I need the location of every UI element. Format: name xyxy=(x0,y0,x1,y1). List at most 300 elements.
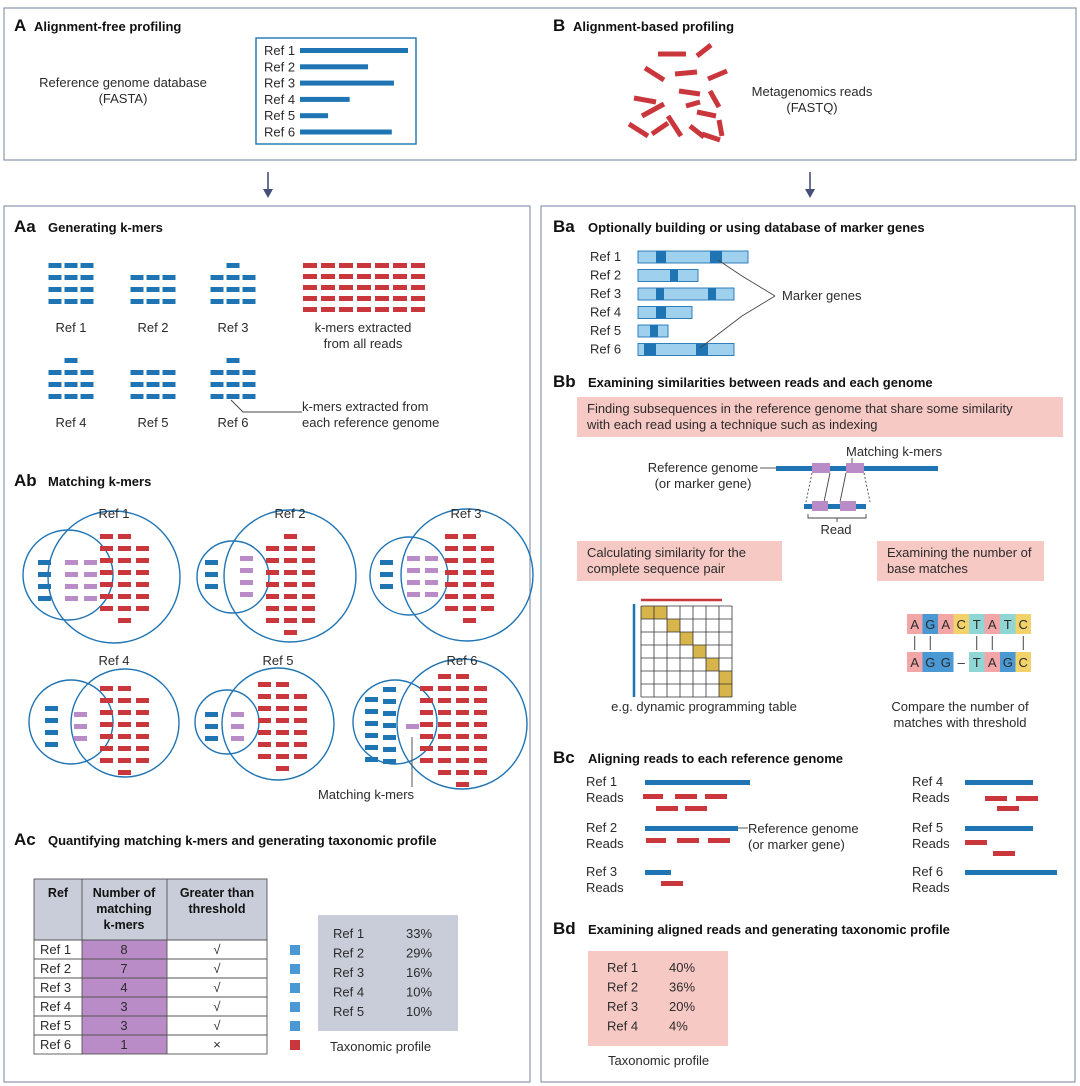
venn-ref2-purple-0-1 xyxy=(240,568,253,573)
right-panel-frame xyxy=(541,206,1075,1082)
venn-ref6-red-2-8 xyxy=(456,770,469,775)
aa-ref1-kmer-11 xyxy=(65,299,78,304)
venn-ref6-red-2-5 xyxy=(456,734,469,739)
aa-read-kmer-35 xyxy=(411,307,425,312)
ac-header-ref: Ref xyxy=(47,886,69,900)
bc-read-4-1 xyxy=(985,796,1007,801)
venn-ref1-red-0-0 xyxy=(100,534,113,539)
aa-ref5: Ref 5 xyxy=(137,415,169,430)
venn-ref5-red-2-4 xyxy=(294,742,307,747)
venn-ref1-red-2-1 xyxy=(136,558,149,563)
venn-ref4-red-2-0 xyxy=(136,698,149,703)
ac-marker-6 xyxy=(290,1040,300,1050)
venn-ref6-red-1-2 xyxy=(438,698,451,703)
ab-ref3: Ref 3 xyxy=(450,506,482,521)
bd-title: Examining aligned reads and generating taxonomic profile xyxy=(588,922,950,937)
venn-ref1-blue-0-0 xyxy=(38,560,51,565)
ac-row-pass-3: √ xyxy=(213,980,221,995)
venn-ref4-red-1-7 xyxy=(118,770,131,775)
ac-profile-ref-2: Ref 2 xyxy=(333,945,365,961)
bc-ref-bar-6 xyxy=(965,870,1057,875)
venn-ref6-red-1-7 xyxy=(438,758,451,763)
venn-ref3-red-2-3 xyxy=(481,582,494,587)
venn-ref1-purple-0-0 xyxy=(65,560,78,565)
aa-read-kmer-32 xyxy=(357,307,371,312)
ac-profile-ref-5: Ref 5 xyxy=(333,1004,365,1019)
venn-ref4-red-0-4 xyxy=(100,734,113,739)
bc-title: Aligning reads to each reference genome xyxy=(588,751,844,766)
venn-ref4-red-0-2 xyxy=(100,710,113,715)
aa-ref6-kmer-8 xyxy=(211,394,224,399)
ba-marker-2-1 xyxy=(670,270,678,282)
bb-title: Examining similarities between reads and each genome xyxy=(588,375,933,390)
venn-ref6-blue-1-2 xyxy=(383,711,396,716)
ac-header-thr-2: threshold xyxy=(188,902,246,916)
venn-ref3-red-0-2 xyxy=(445,558,458,563)
aa-ref2-kmer-2 xyxy=(147,275,160,280)
dp-path-cell-6 xyxy=(706,658,719,671)
bb-box2-line2: complete sequence pair xyxy=(587,561,726,576)
seq-top-base-2: G xyxy=(925,617,936,632)
venn-ref1-red-2-3 xyxy=(136,582,149,587)
aa-ref3-kmer-8 xyxy=(211,299,224,304)
bb-solid-2 xyxy=(840,473,846,502)
venn-ref6-blue-1-4 xyxy=(383,735,396,740)
venn-ref6-red-0-5 xyxy=(420,746,433,751)
venn-ref5-red-2-5 xyxy=(294,754,307,759)
venn-ref1-purple-1-1 xyxy=(84,572,97,577)
aa-ref2: Ref 2 xyxy=(137,320,169,335)
bb-kmer-read-1 xyxy=(812,501,828,511)
venn-ref6-red-3-5 xyxy=(474,746,487,751)
ac-profile-pct-1: 33% xyxy=(406,926,433,941)
label-A: A xyxy=(14,16,27,35)
venn-ref6-red-1-6 xyxy=(438,746,451,751)
ac-profile-ref-1: Ref 1 xyxy=(333,926,365,941)
aa-ref6-kmer-1 xyxy=(227,358,240,363)
venn-ref6-red-1-4 xyxy=(438,722,451,727)
aa-ref4-kmer-6 xyxy=(65,382,78,387)
venn-ref1-purple-0-1 xyxy=(65,572,78,577)
dp-table xyxy=(634,600,732,697)
venn-ref2-red-0-2 xyxy=(266,570,279,575)
venn-ref5-red-1-2 xyxy=(276,706,289,711)
venn-ref4-red-0-3 xyxy=(100,722,113,727)
venn-ref2-red-2-1 xyxy=(302,558,315,563)
bb-box3-line1: Examining the number of xyxy=(887,545,1032,560)
venn-ref5-red-2-1 xyxy=(294,706,307,711)
reads-format: (FASTQ) xyxy=(786,100,838,115)
read-17 xyxy=(686,102,700,106)
venn-ref4-blue-0-1 xyxy=(45,718,58,723)
bb-compare-2: matches with threshold xyxy=(893,715,1027,730)
aa-ref-caption-2: each reference genome xyxy=(302,415,440,430)
seq-bot-base-8: C xyxy=(1018,655,1028,670)
ba-gene-bar-2 xyxy=(638,270,698,282)
venn-ref5-red-1-6 xyxy=(276,754,289,759)
bd-profile-ref-4: Ref 4 xyxy=(607,1018,639,1034)
aa-read-kmer-2 xyxy=(321,263,335,268)
bc-read-1-3 xyxy=(705,794,727,799)
venn-ref3-purple-1-2 xyxy=(425,580,438,585)
read-3 xyxy=(675,72,697,74)
venn-ref6-blue-1-0 xyxy=(383,687,396,692)
ab-ref5: Ref 5 xyxy=(262,653,294,668)
venn-ref6-red-2-4 xyxy=(456,722,469,727)
ref-db-label-5: Ref 5 xyxy=(264,108,296,124)
ac-row-ref-6: Ref 6 xyxy=(40,1037,72,1052)
venn-ref1-red-0-2 xyxy=(100,558,113,563)
ac-row-count-4: 3 xyxy=(120,999,128,1014)
aa-ref3-kmer-2 xyxy=(211,275,224,280)
venn-ref4-blue-0-0 xyxy=(45,706,58,711)
aa-ref4-kmer-1 xyxy=(65,358,78,363)
venn-ref4-red-1-0 xyxy=(118,686,131,691)
dp-path-cell-4 xyxy=(680,632,693,645)
db-format: (FASTA) xyxy=(98,91,148,106)
bd-profile-pct-1: 40% xyxy=(669,960,696,975)
venn-ref1-purple-1-0 xyxy=(84,560,97,565)
aa-read-kmer-5 xyxy=(375,263,389,268)
venn-ref1-red-0-6 xyxy=(100,606,113,611)
venn-ref4-blue-0-3 xyxy=(45,742,58,747)
venn-ref1-red-1-0 xyxy=(118,534,131,539)
venn-ref3-red-1-1 xyxy=(463,546,476,551)
label-Aa: Aa xyxy=(14,217,36,236)
venn-ref3-blue-0-0 xyxy=(380,560,393,565)
seq-bot-base-1: A xyxy=(910,655,920,670)
aa-ref6-kmer-2 xyxy=(211,370,224,375)
venn-ref1-red-1-4 xyxy=(118,582,131,587)
venn-ref4-red-2-1 xyxy=(136,710,149,715)
venn-ref5-red-1-3 xyxy=(276,718,289,723)
venn-ref5-blue-0-1 xyxy=(205,724,218,729)
venn-ref2 xyxy=(197,510,356,642)
venn-ref6-red-2-9 xyxy=(456,782,469,787)
ref-db-label-6: Ref 6 xyxy=(264,124,296,140)
ac-row-pass-4: √ xyxy=(213,999,221,1014)
aa-read-kmer-21 xyxy=(411,285,425,290)
venn-ref1-red-0-1 xyxy=(100,546,113,551)
panel-b-title: Alignment-based profiling xyxy=(573,19,735,34)
aa-ref2-kmer-7 xyxy=(131,299,144,304)
ref-db-label-3: Ref 3 xyxy=(264,75,296,91)
venn-ref4-red-1-4 xyxy=(118,734,131,739)
aa-read-kmer-31 xyxy=(339,307,353,312)
ac-row-count-1: 8 xyxy=(120,942,128,957)
venn-ref1-red-0-4 xyxy=(100,582,113,587)
aa-read-kmer-3 xyxy=(339,263,353,268)
aa-read-kmer-23 xyxy=(321,296,335,301)
venn-ref5-red-0-3 xyxy=(258,718,271,723)
bc-ref-bar-4 xyxy=(965,780,1033,785)
scattered-reads xyxy=(629,45,727,140)
aa-ref1-kmer-7 xyxy=(49,287,62,292)
aa-ref5-kmer-5 xyxy=(147,382,160,387)
dp-path-cell-2 xyxy=(654,606,667,619)
read-13 xyxy=(697,112,716,116)
venn-ref6-blue-0-3 xyxy=(365,733,378,738)
bc-read-4-3 xyxy=(997,806,1019,811)
venn-ref3-purple-1-1 xyxy=(425,568,438,573)
venn-ref3-red-1-7 xyxy=(463,618,476,623)
venn-ref5-purple-0-2 xyxy=(231,736,244,741)
venn-ref6-blue-0-2 xyxy=(365,721,378,726)
bc-read-5-1 xyxy=(965,840,987,845)
bc-read-1-5 xyxy=(685,806,707,811)
bd-profile-ref-2: Ref 2 xyxy=(607,979,639,995)
ba-marker-label: Marker genes xyxy=(782,288,862,303)
venn-ref4-purple-0-2 xyxy=(74,736,87,741)
venn-ref2-red-0-4 xyxy=(266,594,279,599)
venn-ref5-red-0-5 xyxy=(258,742,271,747)
bc-ref-bar-2 xyxy=(645,826,738,831)
label-Bd: Bd xyxy=(553,919,576,938)
bc-read-2-2 xyxy=(677,838,699,843)
seq-top-base-5: T xyxy=(972,617,981,632)
aa-read-kmer-19 xyxy=(375,285,389,290)
venn-ref6-red-3-0 xyxy=(474,686,487,691)
bc-read-2-1 xyxy=(646,838,666,843)
venn-ref3-red-2-4 xyxy=(481,594,494,599)
read-9 xyxy=(642,104,664,116)
venn-ref6-red-3-7 xyxy=(474,770,487,775)
seq-bot-base-6: A xyxy=(987,655,997,670)
bd-profile-ref-3: Ref 3 xyxy=(607,999,639,1014)
label-Bc: Bc xyxy=(553,748,575,767)
venn-ref2-blue-0-1 xyxy=(205,572,218,577)
ac-title: Quantifying matching k-mers and generating taxonomic profile xyxy=(48,833,437,848)
venn-ref1-red-2-2 xyxy=(136,570,149,575)
venn-ref3-red-1-5 xyxy=(463,594,476,599)
venn-ref5-red-0-2 xyxy=(258,706,271,711)
aa-ref3-kmer-5 xyxy=(211,287,224,292)
ac-header-count-3: k-mers xyxy=(103,918,145,932)
bc-refgenome-1: Reference genome xyxy=(748,821,859,836)
aa-read-kmer-1 xyxy=(303,263,317,268)
ab-matching-label: Matching k-mers xyxy=(317,787,415,802)
bb-matching-label: Matching k-mers xyxy=(846,444,943,459)
aa-read-kmer-11 xyxy=(357,274,371,279)
aa-ref4: Ref 4 xyxy=(55,415,87,430)
bc-ref-bar-5 xyxy=(965,826,1033,831)
seq-top-base-7: T xyxy=(1003,617,1012,632)
aa-ref4-kmer-4 xyxy=(81,370,94,375)
venn-ref2-red-0-0 xyxy=(266,546,279,551)
bc-reads-label-4: Reads xyxy=(912,790,950,805)
venn-ref2-blue-0-0 xyxy=(205,560,218,565)
ac-row-pass-1: √ xyxy=(213,942,221,957)
venn-ref6-blue-1-6 xyxy=(383,759,396,764)
aa-ref3-kmer-4 xyxy=(243,275,256,280)
venn-ref3-blue-0-1 xyxy=(380,572,393,577)
aa-read-kmer-6 xyxy=(393,263,407,268)
ac-row-ref-2: Ref 2 xyxy=(40,961,72,976)
ac-row-count-5: 3 xyxy=(120,1018,128,1033)
ref-db-label-4: Ref 4 xyxy=(264,91,296,107)
venn-ref6-red-1-3 xyxy=(438,710,451,715)
dp-path-cell-5 xyxy=(693,645,706,658)
aa-ref2-kmer-6 xyxy=(163,287,176,292)
venn-ref2-red-2-4 xyxy=(302,594,315,599)
aa-ref3-kmer-9 xyxy=(227,299,240,304)
bc-read-1-4 xyxy=(656,806,678,811)
ab-title: Matching k-mers xyxy=(48,474,152,489)
venn-ref1-red-1-3 xyxy=(118,570,131,575)
ac-row-ref-4: Ref 4 xyxy=(40,999,72,1014)
venn-ref2-red-2-3 xyxy=(302,582,315,587)
venn-ref2-red-1-3 xyxy=(284,570,297,575)
venn-ref3-purple-0-1 xyxy=(407,568,420,573)
bc-ref-label-1: Ref 1 xyxy=(586,774,618,789)
aa-read-kmer-9 xyxy=(321,274,335,279)
seq-bot-base-7: G xyxy=(1002,655,1013,670)
aa-ref5-kmer-3 xyxy=(163,370,176,375)
aa-ref4-kmer-2 xyxy=(49,370,62,375)
venn-ref5-red-1-0 xyxy=(276,682,289,687)
aa-read-kmer-17 xyxy=(339,285,353,290)
venn-ref3-red-0-0 xyxy=(445,534,458,539)
bd-profile-pct-4: 4% xyxy=(669,1018,688,1034)
ac-row-count-2: 7 xyxy=(120,961,128,976)
aa-reads-caption-2: from all reads xyxy=(323,336,403,351)
aa-ref1-kmer-4 xyxy=(49,275,62,280)
bd-profile-pct-3: 20% xyxy=(669,999,696,1014)
ba-title: Optionally building or using database of marker genes xyxy=(588,220,925,235)
ba-ref-label-4: Ref 4 xyxy=(590,304,622,320)
label-Ba: Ba xyxy=(553,217,575,236)
read-5 xyxy=(645,68,664,80)
venn-ref4-red-1-1 xyxy=(118,698,131,703)
venn-ref3-purple-1-3 xyxy=(425,592,438,597)
read-6 xyxy=(634,98,656,102)
seq-top-base-1: A xyxy=(910,617,920,632)
venn-ref2-purple-0-3 xyxy=(240,592,253,597)
aa-read-kmer-28 xyxy=(411,296,425,301)
aa-ref3-kmer-1 xyxy=(227,263,240,268)
ab-ref1: Ref 1 xyxy=(98,506,130,521)
aa-read-kmer-22 xyxy=(303,296,317,301)
bc-ref-label-4: Ref 4 xyxy=(912,774,944,789)
aa-ref5-kmer-9 xyxy=(163,394,176,399)
label-B: B xyxy=(553,16,566,35)
arrow-down-left-icon xyxy=(263,172,273,198)
ba-marker-3-2 xyxy=(708,288,716,300)
ac-row-ref-1: Ref 1 xyxy=(40,942,72,957)
read-8 xyxy=(710,91,719,107)
aa-ref2-kmer-1 xyxy=(131,275,144,280)
bb-box1-line1: Finding subsequences in the reference genome that share some similarity xyxy=(587,401,1013,416)
venn-ref4-purple-0-1 xyxy=(74,724,87,729)
bc-read-1-2 xyxy=(675,794,697,799)
venn-ref3-red-2-1 xyxy=(481,558,494,563)
reads-label: Metagenomics reads xyxy=(751,84,873,99)
panel-a-title: Alignment-free profiling xyxy=(34,19,182,34)
ac-profile-pct-4: 10% xyxy=(406,984,433,1000)
venn-ref3-red-1-0 xyxy=(463,534,476,539)
bb-read-label: Read xyxy=(820,522,852,537)
read-12 xyxy=(719,120,722,136)
bd-profile-caption: Taxonomic profile xyxy=(608,1053,710,1068)
aa-read-kmer-13 xyxy=(393,274,407,279)
venn-ref2-red-1-6 xyxy=(284,606,297,611)
bc-ref-bar-1 xyxy=(645,780,750,785)
aa-ref5-kmer-6 xyxy=(163,382,176,387)
venn-ref6-red-0-3 xyxy=(420,722,433,727)
bb-read-bracket xyxy=(808,514,866,522)
venn-ref5-red-1-5 xyxy=(276,742,289,747)
aa-read-kmer-27 xyxy=(393,296,407,301)
ba-callout-lines xyxy=(700,260,775,348)
bd-profile-ref-1: Ref 1 xyxy=(607,960,639,975)
ab-venn-diagrams xyxy=(23,509,533,789)
ab-ref2: Ref 2 xyxy=(274,506,306,521)
venn-ref2-red-1-7 xyxy=(284,618,297,623)
bc-read-2-3 xyxy=(708,838,730,843)
venn-ref6-red-3-6 xyxy=(474,758,487,763)
aa-ref6-kmer-7 xyxy=(243,382,256,387)
bc-read-5-2 xyxy=(993,851,1015,856)
venn-ref5-red-2-0 xyxy=(294,694,307,699)
ac-marker-1 xyxy=(290,945,300,955)
venn-ref4-red-0-5 xyxy=(100,746,113,751)
aa-callout-line xyxy=(231,400,302,412)
ref-db-bar-5 xyxy=(300,113,328,118)
ac-row-count-3: 4 xyxy=(120,980,128,995)
venn-ref6-red-2-6 xyxy=(456,746,469,751)
aa-ref5-kmer-4 xyxy=(131,382,144,387)
dp-path-cell-7 xyxy=(719,671,732,684)
venn-ref2-blue-0-2 xyxy=(205,584,218,589)
aa-ref5-kmer-1 xyxy=(131,370,144,375)
venn-ref6-red-0-2 xyxy=(420,710,433,715)
aa-ref6-kmer-5 xyxy=(211,382,224,387)
ac-profile-ref-4: Ref 4 xyxy=(333,984,365,1000)
venn-ref4-red-0-6 xyxy=(100,758,113,763)
aa-ref1-kmer-2 xyxy=(65,263,78,268)
bb-compare-1: Compare the number of xyxy=(891,699,1029,714)
ac-profile-ref-3: Ref 3 xyxy=(333,965,365,980)
read-7 xyxy=(679,91,700,94)
venn-ref6 xyxy=(353,659,527,789)
ac-header-count-2: matching xyxy=(96,902,152,916)
bc-reads-label-1: Reads xyxy=(586,790,624,805)
aa-ref1-kmer-8 xyxy=(65,287,78,292)
ab-ref6: Ref 6 xyxy=(446,653,478,668)
aa-read-kmer-24 xyxy=(339,296,353,301)
venn-ref3-red-0-1 xyxy=(445,546,458,551)
venn-ref5-purple-0-1 xyxy=(231,724,244,729)
bb-solid-1 xyxy=(824,473,830,502)
venn-ref5 xyxy=(195,668,334,780)
aa-ref3-kmer-10 xyxy=(243,299,256,304)
venn-ref4-red-2-3 xyxy=(136,734,149,739)
aa-read-kmer-8 xyxy=(303,274,317,279)
venn-ref1-red-0-5 xyxy=(100,594,113,599)
venn-ref6-blue-1-5 xyxy=(383,747,396,752)
db-label: Reference genome database xyxy=(39,75,207,90)
aa-read-kmer-4 xyxy=(357,263,371,268)
ba-ref-label-1: Ref 1 xyxy=(590,249,622,264)
aa-read-kmer-33 xyxy=(375,307,389,312)
venn-ref6-blue-1-3 xyxy=(383,723,396,728)
ab-ref4: Ref 4 xyxy=(98,653,130,668)
venn-ref1-red-2-0 xyxy=(136,546,149,551)
venn-ref2-red-2-5 xyxy=(302,606,315,611)
venn-ref6-red-2-3 xyxy=(456,710,469,715)
bc-read-1-1 xyxy=(643,794,663,799)
ref-db-bar-6 xyxy=(300,130,392,135)
